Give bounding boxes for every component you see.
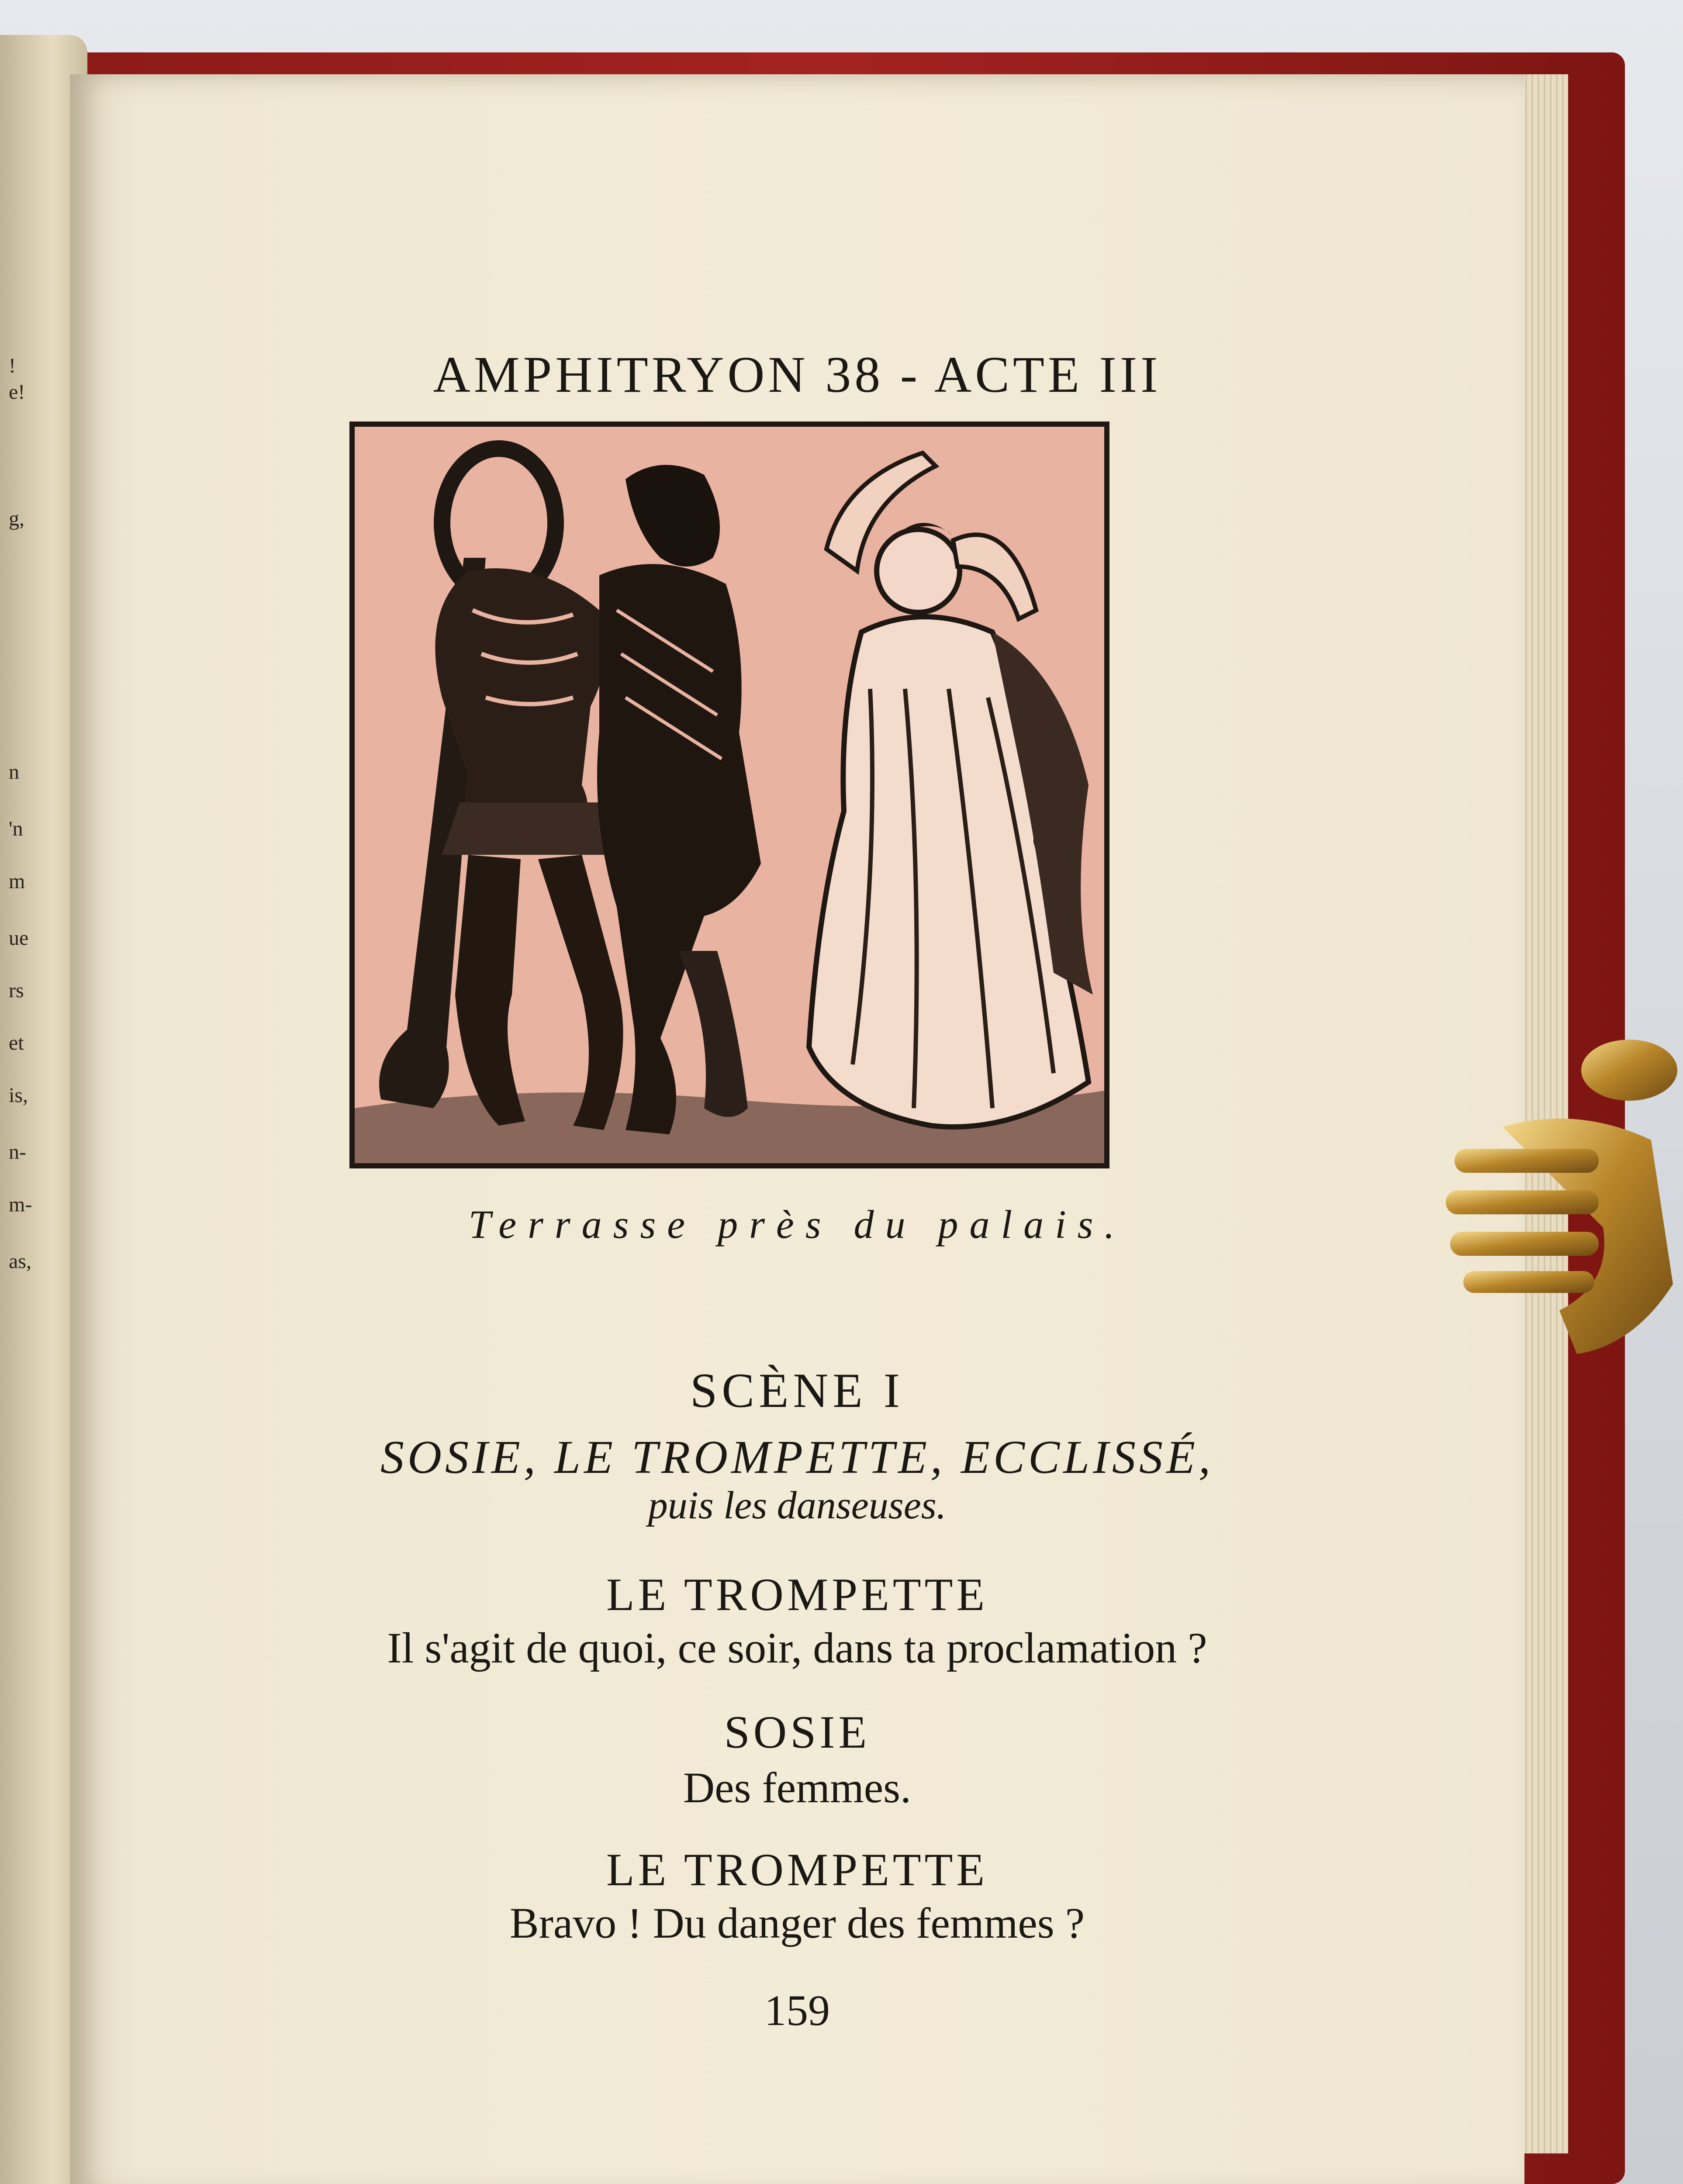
left-text-fragment: m- [9,1193,32,1216]
dialogue-line: Des femmes. [683,1763,912,1812]
left-text-fragment: m [9,870,25,893]
brass-hand-clip [1446,1040,1683,1372]
left-text-fragment: e! [9,380,25,404]
left-text-fragment: rs [9,979,24,1002]
dialogue-line: Il s'agit de quoi, ce soir, dans ta proclamation ? [387,1624,1207,1672]
speaker-name: LE TROMPETTE [606,1844,988,1895]
woodcut-illustration [349,422,1109,1168]
brass-hand-icon [1446,1040,1683,1372]
left-text-fragment: 'n [9,817,23,840]
left-text-fragment: n- [9,1140,26,1164]
cast-list-continued: puis les danseuses. [648,1484,947,1527]
plate-caption: Terrasse près du palais. [468,1202,1126,1247]
left-text-fragment: as, [9,1250,31,1273]
left-text-fragment: ue [9,926,29,950]
cast-list: SOSIE, LE TROMPETTE, ECCLISSÉ, [380,1431,1214,1483]
left-text-fragment: is, [9,1084,28,1107]
dialogue-line: Bravo ! Du danger des femmes ? [509,1899,1085,1947]
scene-title: SCÈNE I [690,1364,904,1418]
right-page [70,74,1524,2184]
left-text-fragment: et [9,1031,24,1054]
running-head: AMPHITRYON 38 - ACTE III [433,346,1161,403]
page-number: 159 [764,1986,830,2035]
speaker-name: SOSIE [724,1707,871,1758]
speaker-name: LE TROMPETTE [606,1569,988,1620]
left-text-fragment: ! [9,354,16,377]
left-text-fragment: g, [9,507,24,530]
woodcut-figures [355,427,1104,1163]
left-text-fragment: n [9,760,19,784]
